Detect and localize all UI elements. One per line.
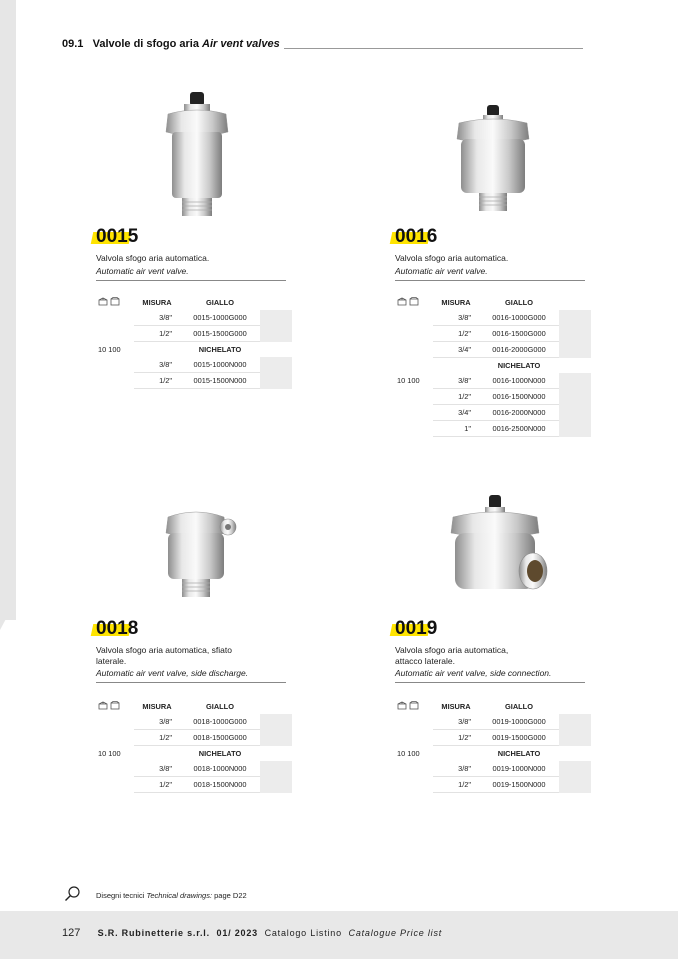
- article-code: 0019-1000N000: [479, 761, 559, 777]
- box-icon: [98, 297, 108, 306]
- size-cell: 3/8": [433, 373, 479, 389]
- article-code: 0018-1500N000: [180, 777, 260, 793]
- description-rule: [395, 280, 585, 281]
- size-cell: 1/2": [134, 777, 180, 793]
- note-page: page D22: [214, 891, 247, 900]
- table-row: [397, 761, 591, 777]
- catalog-date: 01/ 2023: [216, 928, 258, 938]
- price-cell: [559, 421, 591, 437]
- size-cell: 1/2": [433, 730, 479, 746]
- article-code: 0016-1000G000: [479, 310, 559, 326]
- price-cell: [260, 777, 292, 793]
- price-cell: [559, 373, 591, 389]
- catalog-label-en: Catalogue Price list: [348, 928, 443, 938]
- carton-icon: [110, 297, 120, 306]
- footer-text: [62, 927, 442, 939]
- article-code: 0016-2000N000: [479, 405, 559, 421]
- carton-icon: [409, 297, 419, 306]
- package-icons: [98, 701, 120, 710]
- price-cell: [260, 357, 292, 373]
- package-icons: [98, 297, 120, 306]
- technical-drawings-note: [96, 891, 247, 900]
- price-cell: [260, 714, 292, 730]
- size-cell: 3/8": [134, 714, 180, 730]
- section-title-en: Air vent valves: [202, 38, 280, 50]
- article-code: 0018-1000G000: [180, 714, 260, 730]
- article-code: 0016-1000N000: [479, 373, 559, 389]
- code-prefix: 001: [96, 618, 128, 639]
- article-code: 0016-2500N000: [479, 421, 559, 437]
- article-code: 0015-1500G000: [180, 326, 260, 342]
- size-cell: 1/2": [134, 730, 180, 746]
- table-row: [98, 357, 292, 373]
- table-row: [397, 389, 591, 405]
- page-header: [62, 38, 280, 50]
- valve-photo: [447, 495, 551, 612]
- article-code: 0019-1500N000: [479, 777, 559, 793]
- package-icons: [397, 701, 419, 710]
- code-suffix: 6: [426, 226, 438, 247]
- article-code: 0016-1500G000: [479, 326, 559, 342]
- price-cell: [559, 730, 591, 746]
- price-cell: [559, 342, 591, 358]
- size-cell: 3/8": [134, 310, 180, 326]
- pack-quantity: 10 100: [397, 748, 420, 758]
- section-number: 09.1: [62, 38, 84, 50]
- magnifier-icon: [64, 886, 82, 902]
- col-giallo: GIALLO: [206, 701, 234, 711]
- side-decoration: [0, 0, 16, 620]
- carton-icon: [110, 701, 120, 710]
- table-row: [98, 373, 292, 389]
- page-number: 127: [62, 927, 81, 939]
- description-it: [96, 645, 232, 666]
- size-cell: 3/8": [433, 761, 479, 777]
- valve-photo: [162, 92, 232, 227]
- price-cell: [260, 326, 292, 342]
- price-table: [397, 698, 591, 793]
- table-row: [98, 326, 292, 342]
- description-it: [96, 253, 209, 264]
- price-cell: [559, 326, 591, 342]
- size-cell: 3/8": [134, 357, 180, 373]
- col-misura: MISURA: [441, 701, 471, 711]
- article-code: 0018-1000N000: [180, 761, 260, 777]
- article-code: 0015-1000G000: [180, 310, 260, 326]
- price-cell: [260, 373, 292, 389]
- table-row: [397, 310, 591, 326]
- price-cell: [559, 777, 591, 793]
- size-cell: 3/4": [433, 405, 479, 421]
- size-cell: 1/2": [134, 326, 180, 342]
- table-row: [98, 714, 292, 730]
- pack-quantity: 10 100: [98, 344, 121, 354]
- price-cell: [559, 405, 591, 421]
- size-cell: 3/8": [433, 310, 479, 326]
- price-cell: [260, 761, 292, 777]
- table-row: [397, 777, 591, 793]
- note-en: Technical drawings:: [146, 891, 213, 900]
- table-row: [397, 714, 591, 730]
- table-row: [397, 326, 591, 342]
- article-code: 0015-1000N000: [180, 357, 260, 373]
- nichelato-subheader: NICHELATO: [497, 749, 541, 758]
- company-name: S.R. Rubinetterie s.r.l.: [97, 928, 210, 938]
- article-code: 0016-1500N000: [479, 389, 559, 405]
- col-giallo: GIALLO: [505, 701, 533, 711]
- col-misura: MISURA: [142, 297, 172, 307]
- note-it: Disegni tecnici: [96, 891, 145, 900]
- pack-quantity: 10 100: [98, 748, 121, 758]
- col-misura: MISURA: [142, 701, 172, 711]
- product-code: [96, 618, 138, 640]
- description-it: [395, 253, 508, 264]
- description-it-line1: Valvola sfogo aria automatica, sfiato: [96, 645, 232, 655]
- code-prefix: 001: [96, 226, 128, 247]
- article-code: 0016-2000G000: [479, 342, 559, 358]
- col-giallo: GIALLO: [206, 297, 234, 307]
- table-row: [98, 310, 292, 326]
- valve-photo: [453, 105, 533, 222]
- table-row: [98, 761, 292, 777]
- price-cell: [559, 761, 591, 777]
- col-giallo: GIALLO: [505, 297, 533, 307]
- catalog-label-it: Catalogo Listino: [264, 928, 342, 938]
- table-row: [397, 342, 591, 358]
- size-cell: 1": [433, 421, 479, 437]
- description-en: Automatic air vent valve, side discharge.: [96, 668, 249, 678]
- size-cell: 1/2": [134, 373, 180, 389]
- description-it-line1: Valvola sfogo aria automatica,: [395, 645, 509, 655]
- product-code: [395, 226, 437, 248]
- box-icon: [397, 701, 407, 710]
- article-code: 0019-1500G000: [479, 730, 559, 746]
- description-en: Automatic air vent valve, side connection.: [395, 668, 552, 678]
- price-cell: [260, 310, 292, 326]
- side-decoration-cut: [0, 600, 16, 630]
- header-rule: [284, 48, 583, 49]
- size-cell: 1/2": [433, 326, 479, 342]
- product-code: [96, 226, 138, 248]
- description-it-line2: laterale.: [96, 655, 127, 666]
- description-rule: [395, 682, 585, 683]
- table-row: [98, 777, 292, 793]
- col-misura: MISURA: [441, 297, 471, 307]
- price-table: [98, 294, 292, 389]
- table-row: [397, 730, 591, 746]
- nichelato-subheader: NICHELATO: [198, 345, 242, 354]
- price-table: [98, 698, 292, 793]
- price-cell: [559, 389, 591, 405]
- description-rule: [96, 280, 286, 281]
- box-icon: [98, 701, 108, 710]
- description-en: Automatic air vent valve.: [395, 266, 488, 276]
- description-it: [395, 645, 508, 666]
- size-cell: 1/2": [433, 777, 479, 793]
- size-cell: 3/8": [433, 714, 479, 730]
- description-en: Automatic air vent valve.: [96, 266, 189, 276]
- nichelato-subheader: NICHELATO: [497, 361, 541, 370]
- nichelato-subheader: NICHELATO: [198, 749, 242, 758]
- article-code: 0019-1000G000: [479, 714, 559, 730]
- product-code: [395, 618, 437, 640]
- article-code: 0015-1500N000: [180, 373, 260, 389]
- price-cell: [260, 730, 292, 746]
- section-title-it: Valvole di sfogo aria: [92, 38, 199, 50]
- size-cell: 1/2": [433, 389, 479, 405]
- table-row: [98, 730, 292, 746]
- table-row: [397, 373, 591, 389]
- description-rule: [96, 682, 286, 683]
- code-prefix: 001: [395, 226, 427, 247]
- box-icon: [397, 297, 407, 306]
- price-cell: [559, 310, 591, 326]
- article-code: 0018-1500G000: [180, 730, 260, 746]
- package-icons: [397, 297, 419, 306]
- description-it-line1: Valvola sfogo aria automatica.: [96, 253, 210, 263]
- description-it-line2: attacco laterale.: [395, 655, 456, 666]
- price-cell: [559, 714, 591, 730]
- code-suffix: 8: [127, 618, 139, 639]
- code-suffix: 5: [127, 226, 139, 247]
- valve-photo: [158, 503, 242, 608]
- carton-icon: [409, 701, 419, 710]
- table-row: [397, 405, 591, 421]
- price-table: [397, 294, 591, 437]
- size-cell: 3/4": [433, 342, 479, 358]
- table-row: [397, 421, 591, 437]
- description-it-line1: Valvola sfogo aria automatica.: [395, 253, 509, 263]
- code-prefix: 001: [395, 618, 427, 639]
- pack-quantity: 10 100: [397, 376, 420, 386]
- size-cell: 3/8": [134, 761, 180, 777]
- code-suffix: 9: [426, 618, 438, 639]
